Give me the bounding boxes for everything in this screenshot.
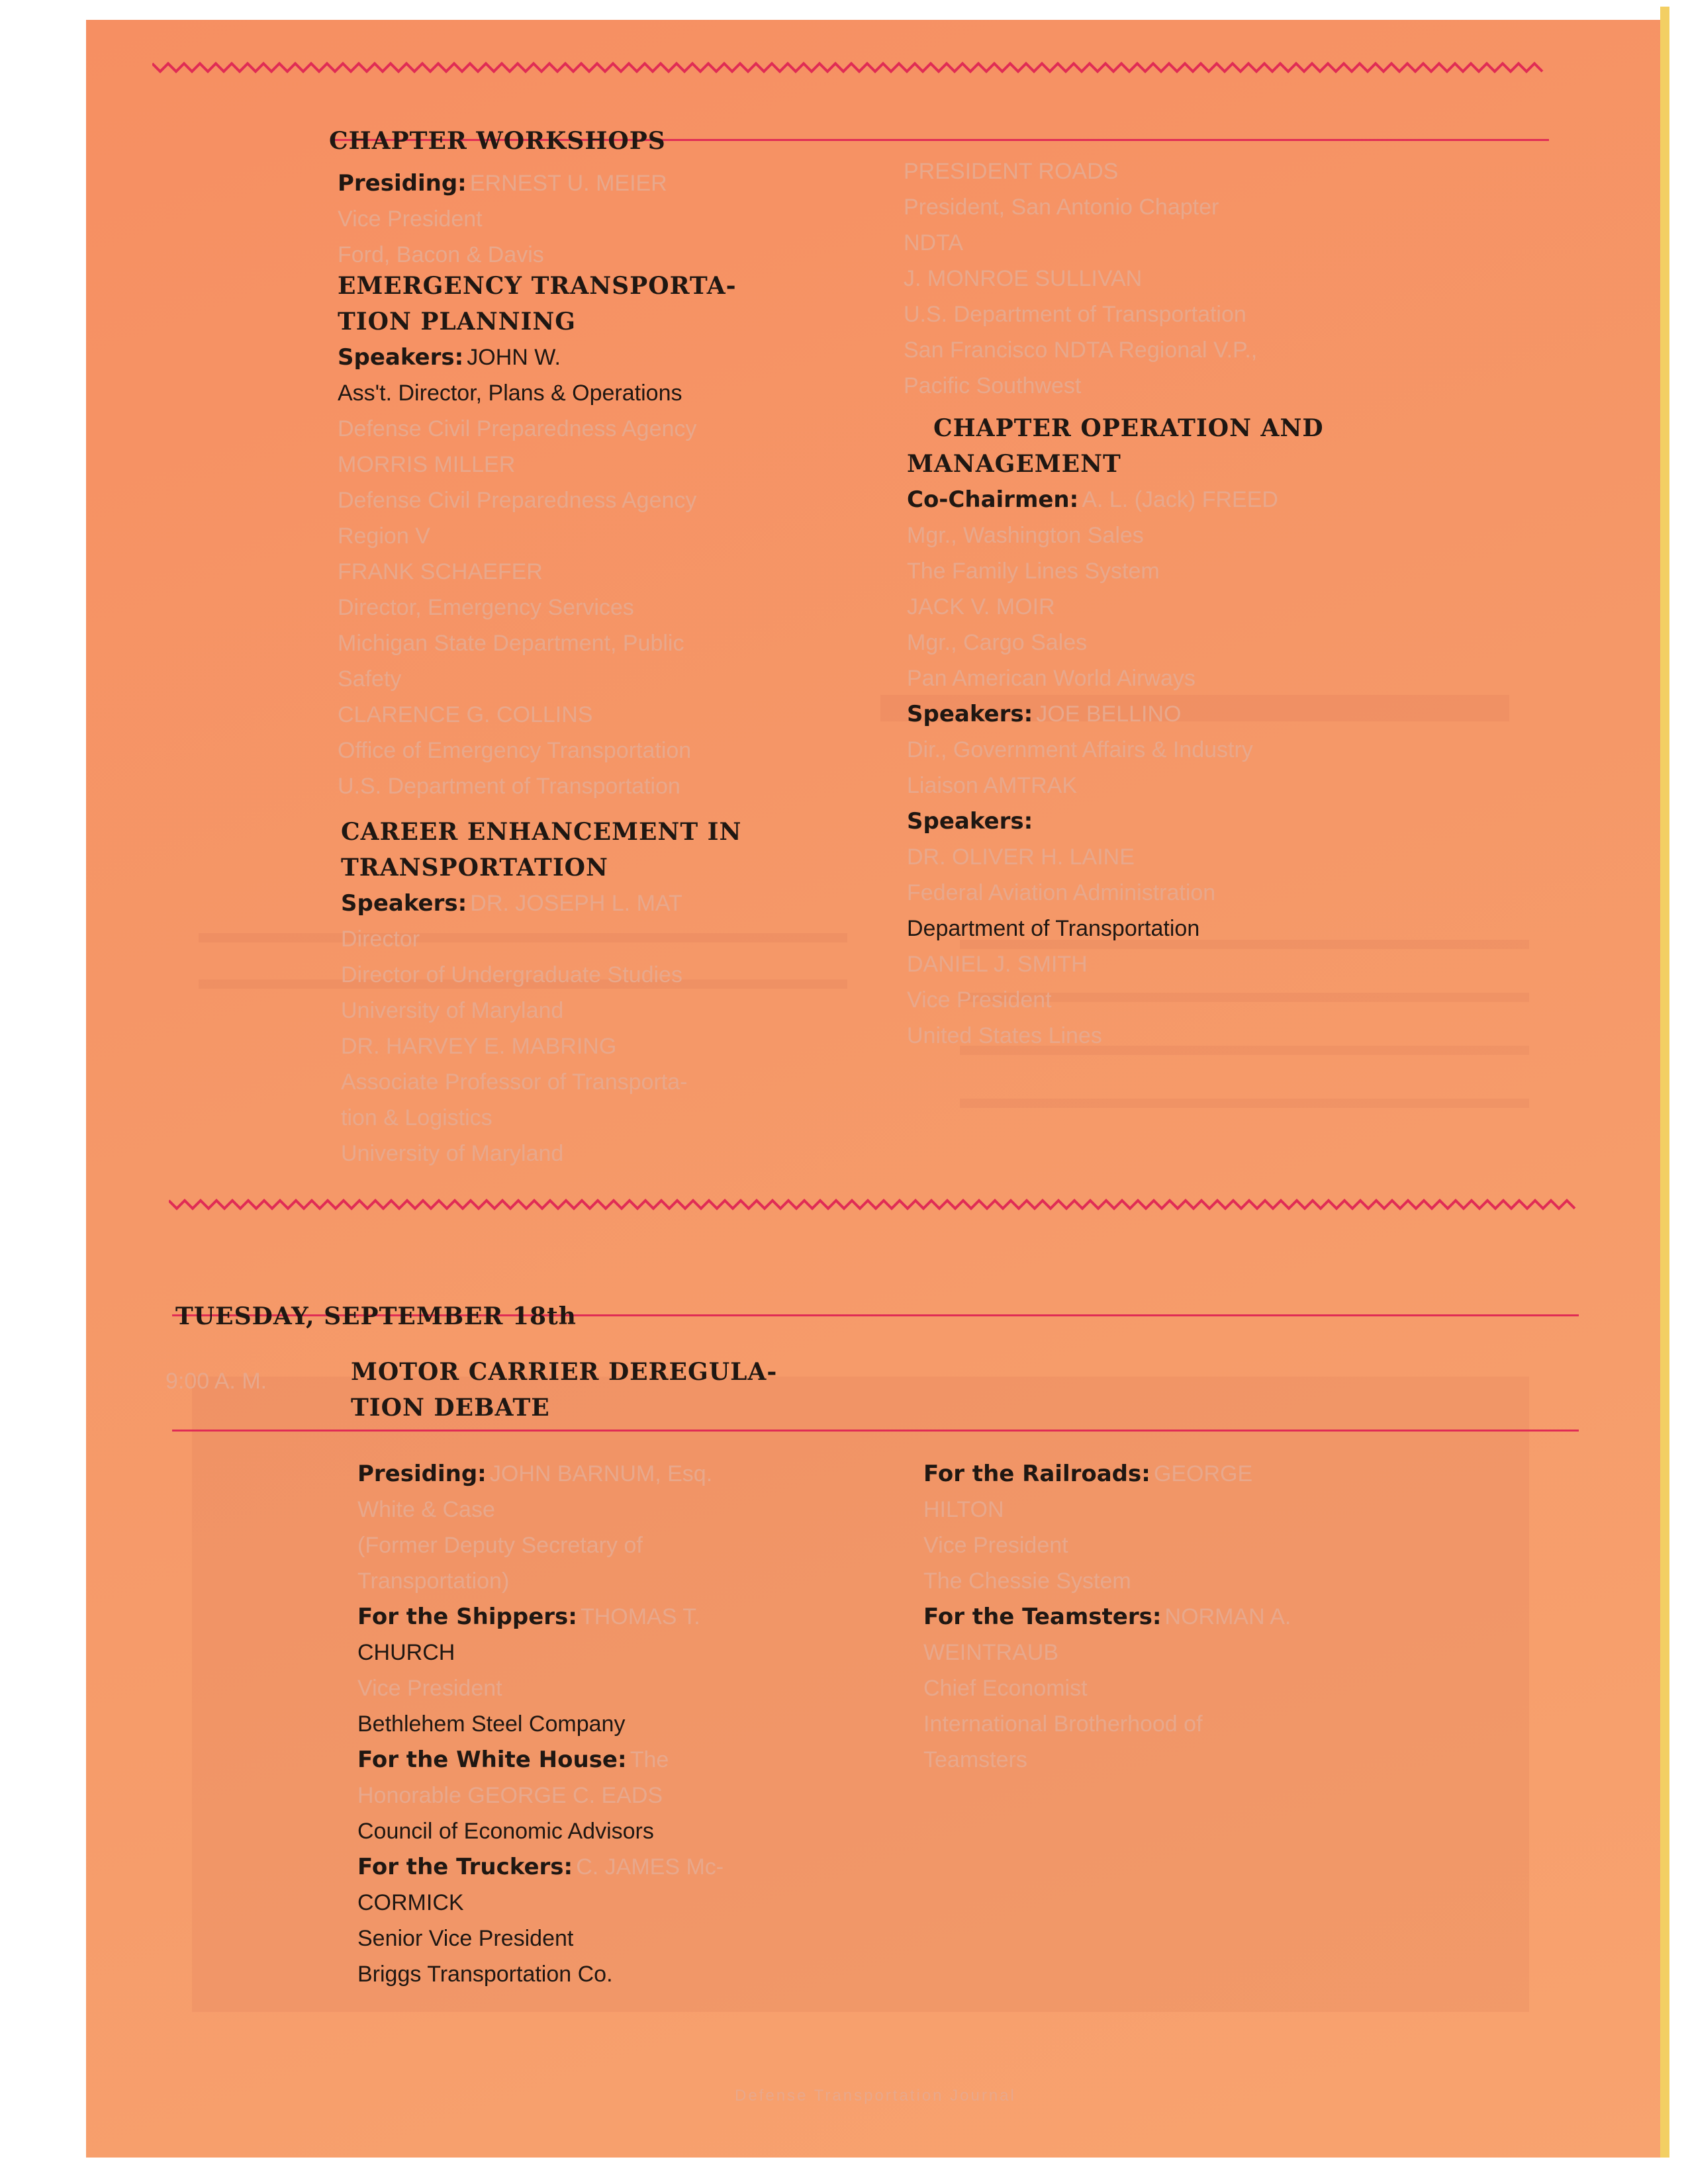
wavy-border-middle bbox=[169, 1197, 1579, 1212]
footer-caption: Defense Transportation Journal bbox=[735, 2087, 1016, 2105]
speakers2-label: Speakers: bbox=[907, 808, 1033, 835]
debate-presiding-line: White & Case bbox=[357, 1497, 495, 1522]
career-line: Associate Professor of Transporta- bbox=[341, 1069, 688, 1095]
emergency-line: U.S. Department of Transportation bbox=[338, 774, 680, 799]
speakers2-line: DR. OLIVER H. LAINE bbox=[907, 844, 1135, 870]
railroads-line: The Chessie System bbox=[923, 1569, 1131, 1594]
railroads-line: HILTON bbox=[923, 1497, 1004, 1522]
whitehouse-label: For the White House: bbox=[357, 1747, 627, 1773]
debate-presiding-line: Transportation) bbox=[357, 1569, 510, 1594]
paper-edge-strip bbox=[1660, 7, 1669, 2158]
shippers-line: Bethlehem Steel Company bbox=[357, 1711, 626, 1737]
debate-presiding-label: Presiding: bbox=[357, 1461, 487, 1487]
teamsters-line: Teamsters bbox=[923, 1747, 1027, 1772]
cochairs-line: Pan American World Airways bbox=[907, 666, 1196, 691]
emergency-line: Defense Civil Preparedness Agency bbox=[338, 488, 697, 513]
cochairs-line: JACK V. MOIR bbox=[907, 594, 1055, 619]
career-title-line1: CAREER ENHANCEMENT IN bbox=[341, 818, 742, 846]
truckers-line: Briggs Transportation Co. bbox=[357, 1962, 613, 1987]
career-line: DR. HARVEY E. MABRING bbox=[341, 1034, 617, 1059]
right-top-block bbox=[904, 154, 1257, 404]
debate-left-column bbox=[357, 1456, 724, 1992]
emergency-line: Director, Emergency Services bbox=[338, 595, 634, 620]
right-top-line: San Francisco NDTA Regional V.P., bbox=[904, 338, 1258, 363]
workshops-presiding bbox=[338, 165, 667, 273]
truckers-name: C. JAMES Mc- bbox=[576, 1854, 724, 1880]
presiding-line: Ford, Bacon & Davis bbox=[338, 242, 544, 267]
whitehouse-line: Honorable GEORGE C. EADS bbox=[357, 1783, 663, 1808]
right-top-line: President, San Antonio Chapter bbox=[904, 195, 1219, 220]
speakers1-label: Speakers: bbox=[907, 701, 1033, 727]
teamsters-label: For the Teamsters: bbox=[923, 1604, 1162, 1630]
emergency-title-line2: TION PLANNING bbox=[338, 308, 577, 336]
section-title-workshops: CHAPTER WORKSHOPS bbox=[329, 127, 666, 155]
debate-title-line1: MOTOR CARRIER DEREGULA- bbox=[351, 1358, 778, 1386]
speakers2-line: United States Lines bbox=[907, 1023, 1102, 1048]
emergency-line: MORRIS MILLER bbox=[338, 452, 516, 477]
emergency-line: Michigan State Department, Public bbox=[338, 631, 684, 656]
chapter-ops-block bbox=[907, 410, 1324, 1054]
emergency-speaker-name: JOHN W. bbox=[467, 345, 561, 370]
right-top-line: PRESIDENT ROADS bbox=[904, 159, 1119, 184]
truckers-label: For the Truckers: bbox=[357, 1854, 573, 1880]
presiding-name: ERNEST U. MEIER bbox=[469, 171, 667, 196]
right-top-line: Pacific Southwest bbox=[904, 373, 1082, 398]
career-title-line2: TRANSPORTATION bbox=[341, 854, 608, 882]
career-speaker-name: DR. JOSEPH L. MAT bbox=[470, 891, 682, 916]
presiding-line: Vice President bbox=[338, 206, 483, 232]
speakers1-line: Liaison AMTRAK bbox=[907, 773, 1077, 798]
right-top-line: U.S. Department of Transportation bbox=[904, 302, 1246, 327]
teamsters-line: Chief Economist bbox=[923, 1676, 1088, 1701]
emergency-line: FRANK SCHAEFER bbox=[338, 559, 543, 584]
shippers-label: For the Shippers: bbox=[357, 1604, 577, 1630]
career-line: University of Maryland bbox=[341, 998, 564, 1023]
emergency-title-line1: EMERGENCY TRANSPORTA- bbox=[338, 272, 737, 300]
debate-time: 9:00 A. M. bbox=[165, 1369, 267, 1394]
railroads-label: For the Railroads: bbox=[923, 1461, 1150, 1487]
rule-debate bbox=[172, 1430, 1579, 1432]
showthrough-line bbox=[960, 1099, 1529, 1108]
truckers-line: Senior Vice President bbox=[357, 1926, 574, 1951]
railroads-name: GEORGE bbox=[1153, 1461, 1253, 1486]
emergency-line: Defense Civil Preparedness Agency bbox=[338, 416, 697, 441]
right-top-line: J. MONROE SULLIVAN bbox=[904, 266, 1143, 291]
emergency-line: Ass't. Director, Plans & Operations bbox=[338, 381, 682, 406]
teamsters-name: NORMAN A. bbox=[1164, 1604, 1291, 1629]
cochairs-label: Co-Chairmen: bbox=[907, 486, 1079, 513]
emergency-block bbox=[338, 268, 737, 804]
chapter-ops-title-line2: MANAGEMENT bbox=[907, 450, 1121, 478]
career-line: Director of Undergraduate Studies bbox=[341, 962, 682, 987]
wavy-border-top bbox=[152, 60, 1549, 75]
railroads-line: Vice President bbox=[923, 1533, 1068, 1558]
career-block bbox=[341, 814, 741, 1171]
tuesday-date: TUESDAY, SEPTEMBER 18th bbox=[175, 1302, 577, 1330]
debate-right-column bbox=[923, 1456, 1291, 1778]
presiding-label: Presiding: bbox=[338, 170, 467, 197]
cochairs-line: Mgr., Cargo Sales bbox=[907, 630, 1088, 655]
speakers1-name: JOE BELLINO bbox=[1036, 702, 1182, 727]
whitehouse-line: Council of Economic Advisors bbox=[357, 1819, 654, 1844]
cochairs-line: Mgr., Washington Sales bbox=[907, 523, 1144, 548]
emergency-speakers-label: Speakers: bbox=[338, 344, 464, 371]
emergency-line: Safety bbox=[338, 666, 402, 692]
shippers-name: THOMAS T. bbox=[580, 1604, 700, 1629]
whitehouse-name: The bbox=[630, 1747, 669, 1772]
teamsters-line: International Brotherhood of bbox=[923, 1711, 1203, 1737]
debate-presiding-name: JOHN BARNUM, Esq. bbox=[489, 1461, 713, 1486]
debate-title-line2: TION DEBATE bbox=[351, 1394, 550, 1422]
emergency-line: CLARENCE G. COLLINS bbox=[338, 702, 593, 727]
right-top-line: NDTA bbox=[904, 230, 964, 255]
emergency-line: Office of Emergency Transportation bbox=[338, 738, 692, 763]
truckers-line: CORMICK bbox=[357, 1890, 464, 1915]
teamsters-line: WEINTRAUB bbox=[923, 1640, 1058, 1665]
career-line: Director bbox=[341, 927, 420, 952]
shippers-line: CHURCH bbox=[357, 1640, 455, 1665]
cochairs-line: The Family Lines System bbox=[907, 559, 1160, 584]
career-line: tion & Logistics bbox=[341, 1105, 492, 1130]
shippers-line: Vice President bbox=[357, 1676, 502, 1701]
emergency-line: Region V bbox=[338, 523, 430, 549]
speakers2-line: Department of Transportation bbox=[907, 916, 1200, 941]
career-speakers-label: Speakers: bbox=[341, 890, 467, 917]
speakers2-line: Federal Aviation Administration bbox=[907, 880, 1216, 905]
career-line: University of Maryland bbox=[341, 1141, 564, 1166]
speakers2-line: DANIEL J. SMITH bbox=[907, 952, 1088, 977]
speakers2-line: Vice President bbox=[907, 987, 1052, 1013]
chapter-ops-title-line1: CHAPTER OPERATION AND bbox=[933, 414, 1324, 442]
speakers1-line: Dir., Government Affairs & Industry bbox=[907, 737, 1253, 762]
debate-presiding-line: (Former Deputy Secretary of bbox=[357, 1533, 643, 1558]
cochairs-name: A. L. (Jack) FREED bbox=[1082, 487, 1278, 512]
